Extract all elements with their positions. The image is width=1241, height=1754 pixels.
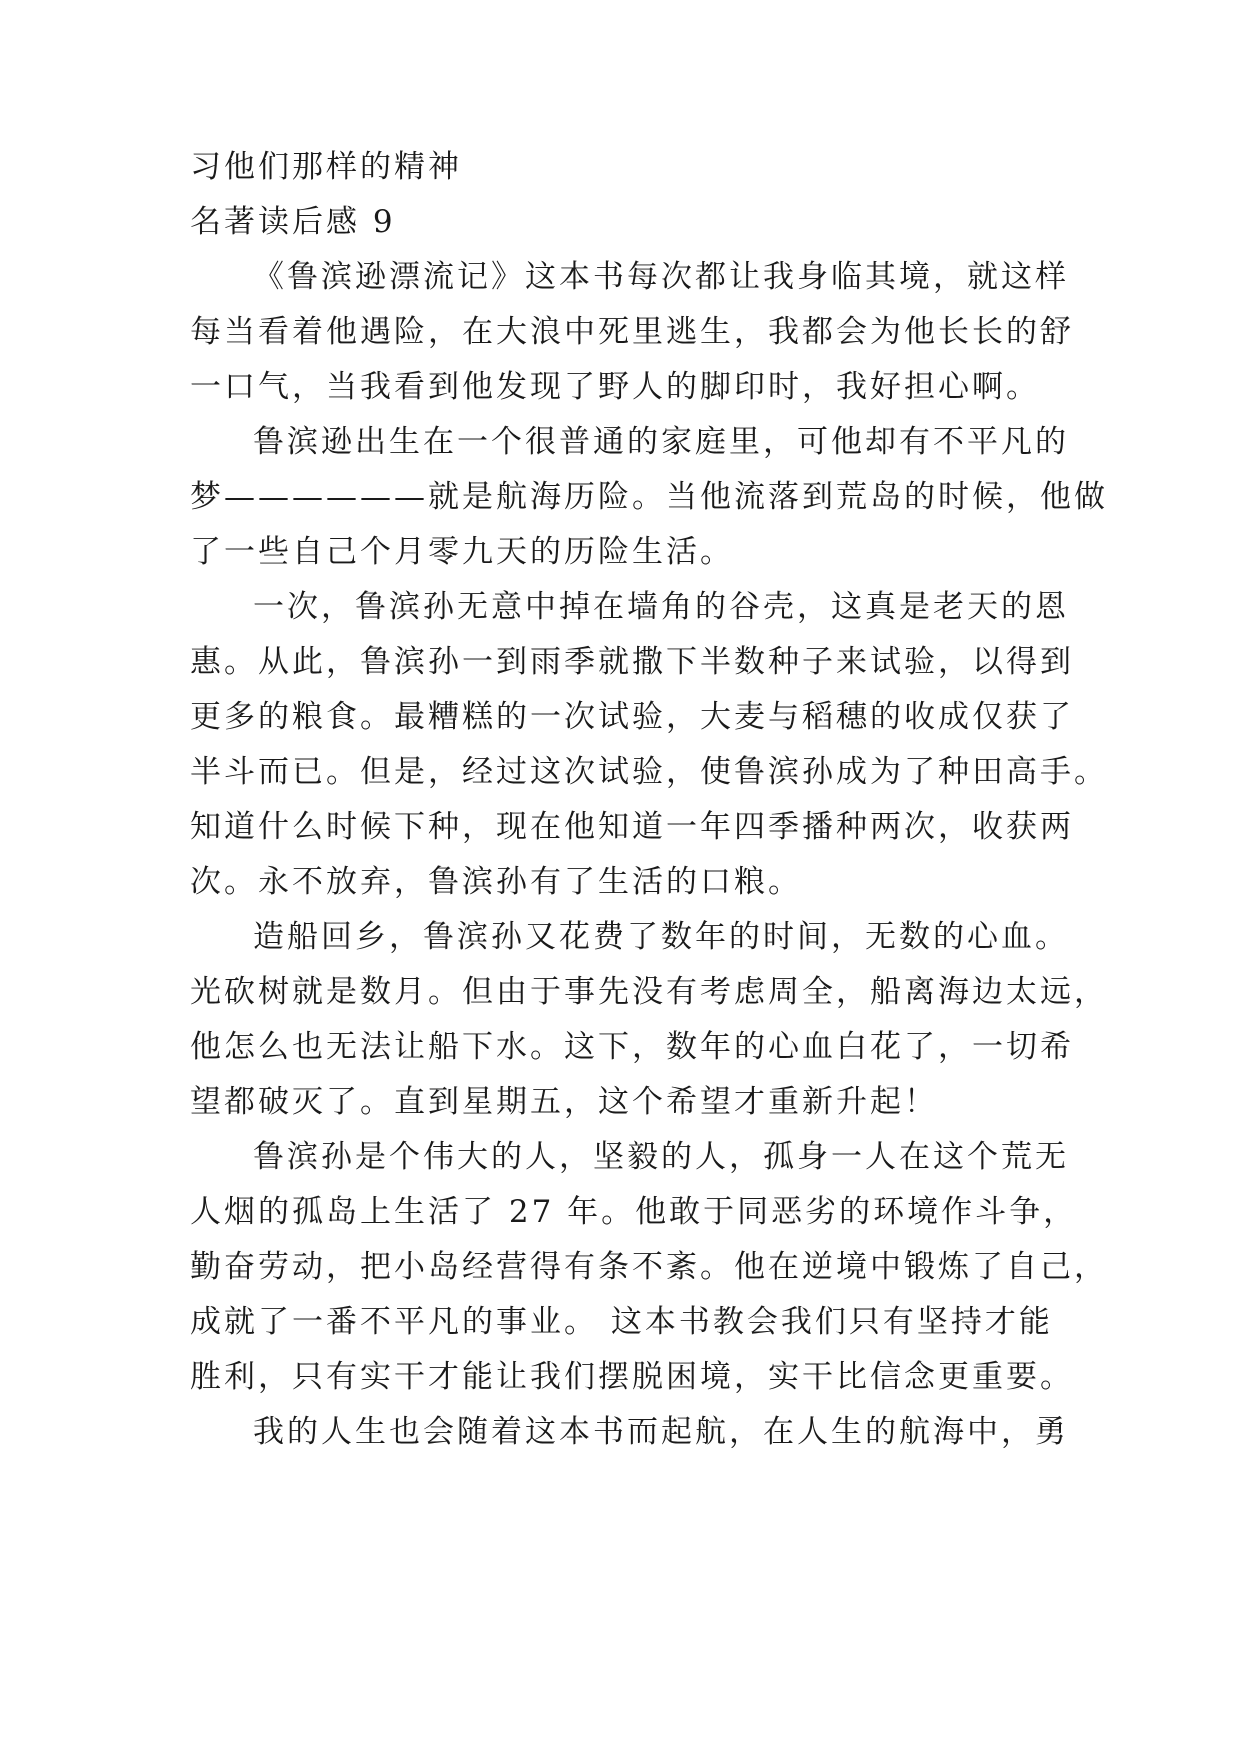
text-line: 次。永不放弃，鲁滨孙有了生活的口粮。 — [190, 864, 802, 900]
text-line: 光砍树就是数月。但由于事先没有考虑周全，船离海边太远， — [190, 974, 1108, 1010]
text-line: 一口气，当我看到他发现了野人的脚印时，我好担心啊。 — [190, 369, 1040, 405]
section-heading: 名著读后感 9 — [190, 204, 396, 240]
text-line: 人烟的孤岛上生活了 27 年。他敢于同恶劣的环境作斗争， — [190, 1194, 1078, 1230]
text-line: 了一些自己个月零九天的历险生活。 — [190, 534, 734, 570]
text-line: 知道什么时候下种，现在他知道一年四季播种两次，收获两 — [190, 809, 1074, 845]
text-line: 一次，鲁滨孙无意中掉在墙角的谷壳，这真是老天的恩 — [253, 589, 1069, 625]
text-line: 习他们那样的精神 — [190, 149, 462, 185]
text-line: 鲁滨逊出生在一个很普通的家庭里，可他却有不平凡的 — [253, 424, 1069, 460]
text-line: 梦——————就是航海历险。当他流落到荒岛的时候，他做 — [190, 479, 1108, 515]
text-line: 半斗而已。但是，经过这次试验，使鲁滨孙成为了种田高手。 — [190, 754, 1108, 790]
text-line: 鲁滨孙是个伟大的人，坚毅的人，孤身一人在这个荒无 — [253, 1139, 1069, 1175]
text-line: 望都破灭了。直到星期五，这个希望才重新升起！ — [190, 1084, 938, 1120]
text-line: 《鲁滨逊漂流记》这本书每次都让我身临其境，就这样 — [253, 259, 1069, 295]
text-line: 胜利，只有实干才能让我们摆脱困境，实干比信念更重要。 — [190, 1359, 1074, 1395]
text-line: 每当看着他遇险，在大浪中死里逃生，我都会为他长长的舒 — [190, 314, 1074, 350]
text-line: 造船回乡，鲁滨孙又花费了数年的时间，无数的心血。 — [253, 919, 1069, 955]
text-line: 成就了一番不平凡的事业。 这本书教会我们只有坚持才能 — [190, 1304, 1053, 1340]
text-line: 我的人生也会随着这本书而起航，在人生的航海中，勇 — [253, 1414, 1069, 1450]
text-line: 勤奋劳动，把小岛经营得有条不紊。他在逆境中锻炼了自己， — [190, 1249, 1108, 1285]
text-line: 惠。从此，鲁滨孙一到雨季就撒下半数种子来试验，以得到 — [190, 644, 1074, 680]
text-line: 他怎么也无法让船下水。这下，数年的心血白花了，一切希 — [190, 1029, 1074, 1065]
text-line: 更多的粮食。最糟糕的一次试验，大麦与稻穗的收成仅获了 — [190, 699, 1074, 735]
